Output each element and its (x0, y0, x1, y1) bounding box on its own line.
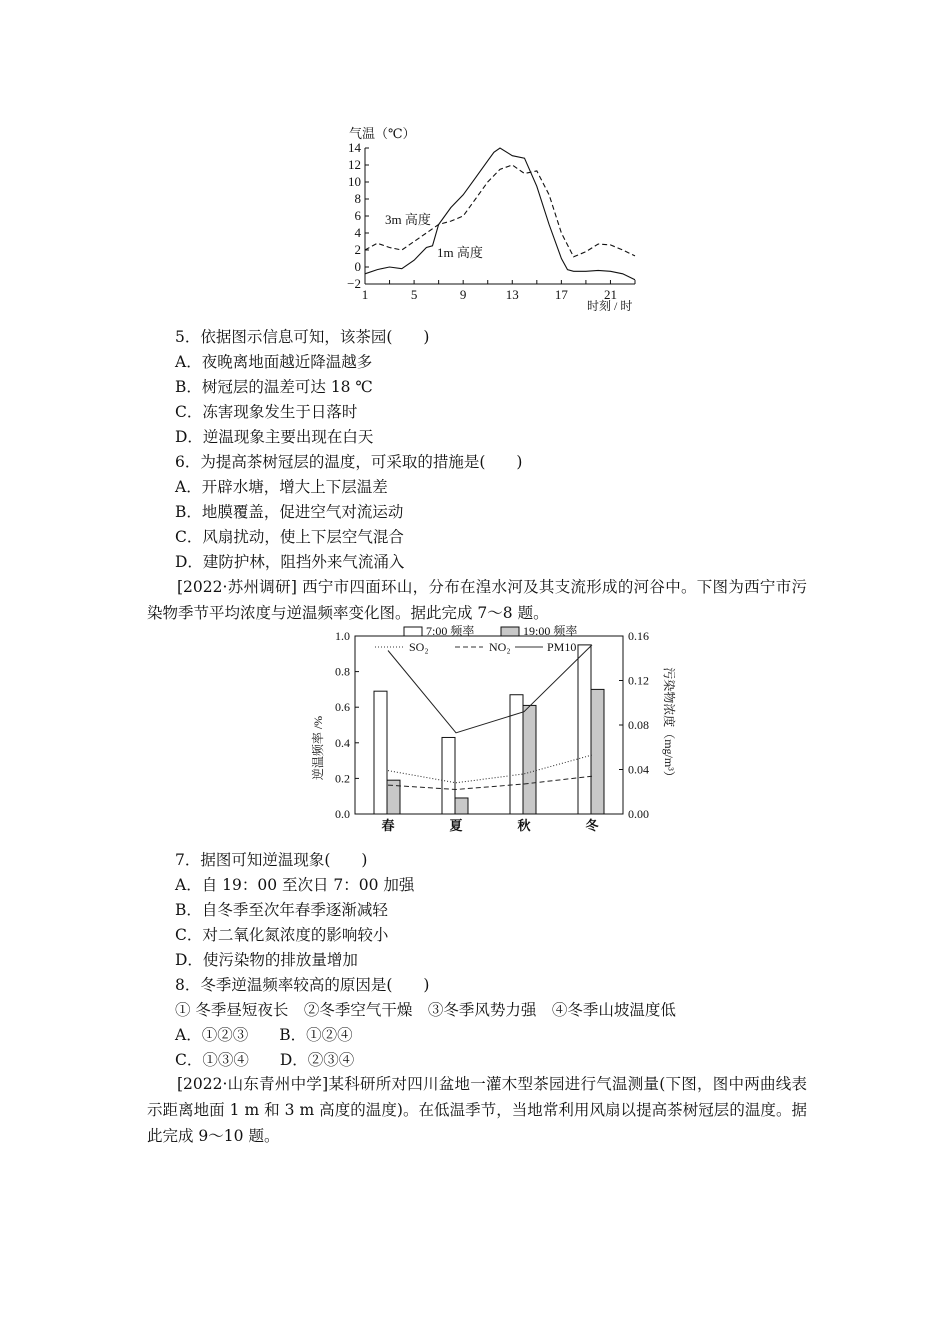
question-7-option-b[interactable]: B．自冬季至次年春季逐渐减轻 (175, 901, 388, 919)
y-tick-label: 14 (348, 140, 361, 155)
series-line-3m (365, 165, 635, 257)
question-6-option-d[interactable]: D．建防护林，阻挡外来气流涌入 (175, 553, 405, 571)
question-5-option-d[interactable]: D．逆温现象主要出现在白天 (175, 428, 374, 446)
bar-7pm (591, 689, 604, 814)
right-tick-label: 0.16 (628, 629, 649, 643)
y-tick-label: 4 (354, 225, 361, 240)
y-tick-label: 8 (354, 191, 361, 206)
line-pm10 (388, 645, 592, 733)
y-tick-label: 12 (348, 157, 361, 172)
right-axis-label: 污染物浓度（mg/m³） (662, 667, 676, 783)
left-tick-label: 0.4 (335, 735, 350, 750)
x-tick-label: 13 (505, 287, 519, 302)
right-tick-label: 0.08 (628, 718, 649, 732)
question-7-option-d[interactable]: D．使污染物的排放量增加 (175, 951, 358, 969)
legend-swatch-7pm (501, 627, 519, 636)
inversion-pollution-chart (305, 620, 685, 840)
intro-7-8: [2022·苏州调研] 西宁市四面环山，分布在湟水河及其支流形成的河谷中。下图为西宁市污染物季节平均浓度与逆温频率变化图。据此完成 7～8 题。 (147, 578, 807, 622)
x-tick-label: 1 (361, 287, 369, 302)
category-label: 秋 (517, 818, 531, 833)
x-tick-label: 5 (410, 287, 418, 302)
right-tick-label: 0.00 (628, 807, 649, 821)
question-8-options-ab[interactable]: A．①②③ B．①②④ (175, 1026, 353, 1044)
question-5-stem: 5．依据图示信息可知，该茶园( ) (175, 328, 430, 346)
bar-7am (442, 737, 455, 814)
bar-7am (578, 645, 591, 814)
question-6-stem: 6．为提高茶树冠层的温度，可采取的措施是( ) (175, 453, 523, 471)
y-tick-label: 6 (354, 208, 361, 223)
x-axis-label: 时刻 / 时 (587, 299, 633, 313)
legend-label-so2: SO₂ (409, 640, 429, 654)
x-tick-label: 9 (459, 287, 467, 302)
y-axis-label: 气温（℃） (349, 126, 416, 141)
question-8-options-cd[interactable]: C．①③④ D．②③④ (175, 1051, 355, 1069)
series-label-1m: 1m 高度 (437, 245, 483, 260)
bar-7am (374, 691, 387, 814)
temperature-chart (335, 120, 655, 320)
bar-7pm (455, 798, 468, 814)
x-tick-label: 17 (554, 287, 568, 302)
legend-label-pm10: PM10 (547, 640, 577, 654)
question-7-stem: 7．据图可知逆温现象( ) (175, 851, 368, 869)
intro-9-10: [2022·山东青州中学]某科研所对四川盆地一灌木型茶园进行气温测量(下图，图中两曲线表示距离地面 1 m 和 3 m 高度的温度)。在低温季节，当地常利用风扇以提高茶树冠层的温度。据此完成 9～10 题。 (147, 1075, 807, 1145)
question-6-option-c[interactable]: C．风扇扰动，使上下层空气混合 (175, 528, 404, 546)
line-so2 (388, 755, 592, 783)
legend-swatch-7am (404, 627, 422, 636)
left-axis-label: 逆温频率 /% (311, 715, 325, 781)
y-tick-label: 0 (354, 259, 361, 274)
right-tick-label: 0.04 (628, 762, 649, 777)
question-6-option-b[interactable]: B．地膜覆盖，促进空气对流运动 (175, 503, 404, 521)
category-label: 冬 (585, 818, 599, 833)
question-7-option-a[interactable]: A．自 19：00 至次日 7：00 加强 (175, 876, 415, 894)
x-tick-label: 21 (603, 287, 617, 302)
legend-label-7am: 7:00 频率 (426, 624, 475, 638)
question-5-option-b[interactable]: B．树冠层的温差可达 18 ℃ (175, 378, 373, 396)
question-7-option-c[interactable]: C．对二氧化氮浓度的影响较小 (175, 926, 389, 944)
bar-7pm (523, 705, 536, 814)
question-8-stem: 8．冬季逆温频率较高的原因是( ) (175, 976, 430, 994)
legend-label-no2: NO₂ (489, 640, 511, 654)
question-5-option-c[interactable]: C．冻害现象发生于日落时 (175, 403, 358, 421)
question-8-statements: ① 冬季昼短夜长 ②冬季空气干燥 ③冬季风势力强 ④冬季山坡温度低 (175, 1001, 676, 1019)
left-tick-label: 0.8 (335, 664, 350, 679)
left-tick-label: 0.2 (335, 771, 350, 786)
category-label: 夏 (449, 818, 463, 833)
right-tick-label: 0.12 (628, 673, 649, 688)
category-label: 春 (381, 818, 395, 833)
left-tick-label: 1.0 (335, 629, 350, 643)
line-no2 (388, 776, 592, 789)
series-label-3m: 3m 高度 (385, 212, 431, 227)
question-5-option-a[interactable]: A．夜晚离地面越近降温越多 (175, 353, 373, 371)
y-tick-label: −2 (347, 276, 361, 291)
left-tick-label: 0.6 (335, 700, 350, 715)
legend-label-7pm: 19:00 频率 (523, 624, 578, 638)
question-6-option-a[interactable]: A．开辟水塘，增大上下层温差 (175, 478, 388, 496)
y-tick-label: 10 (348, 174, 361, 189)
y-tick-label: 2 (354, 242, 361, 257)
left-tick-label: 0.0 (335, 807, 350, 821)
